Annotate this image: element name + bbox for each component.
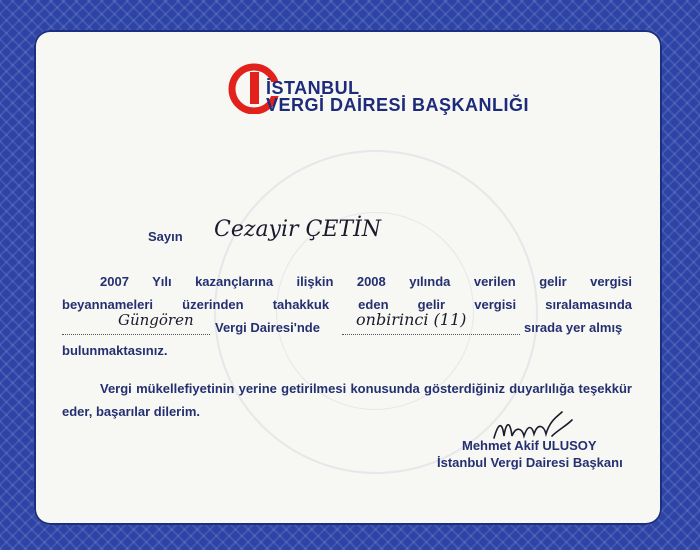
body-line-4: bulunmaktasınız.: [62, 343, 168, 358]
thanks-line-2: eder, başarılar dilerim.: [62, 404, 201, 419]
signatory-title: İstanbul Vergi Dairesi Başkanı: [437, 455, 623, 470]
org-name-line2: VERGİ DAİRESİ BAŞKANLIĞI: [266, 95, 530, 115]
salutation-label: Sayın: [148, 229, 183, 244]
office-dotted-line: [62, 333, 210, 335]
order-dotted-line: [342, 333, 520, 335]
office-label: Vergi Dairesi'nde: [215, 320, 320, 335]
ranking-order: onbirinci (11): [356, 310, 467, 329]
status-text: sırada yer almış: [524, 320, 623, 335]
thanks-line-1: Vergi mükellefiyetinin yerine getirilmesi konusunda gösterdiğiniz duyarlılığa teşekkür: [100, 381, 632, 396]
org-name-line1: İSTANBUL: [266, 78, 360, 98]
office-name: Güngören: [118, 311, 194, 329]
body-line-2: beyannameleri üzerinden tahakkuk eden gelir vergisi sıralamasında: [62, 297, 632, 312]
recipient-name: Cezayir ÇETİN: [214, 217, 382, 242]
signatory-name: Mehmet Akif ULUSOY: [462, 438, 597, 453]
body-line-1: 2007 Yılı kazançlarına ilişkin 2008 yılında verilen gelir vergisi: [100, 274, 632, 289]
